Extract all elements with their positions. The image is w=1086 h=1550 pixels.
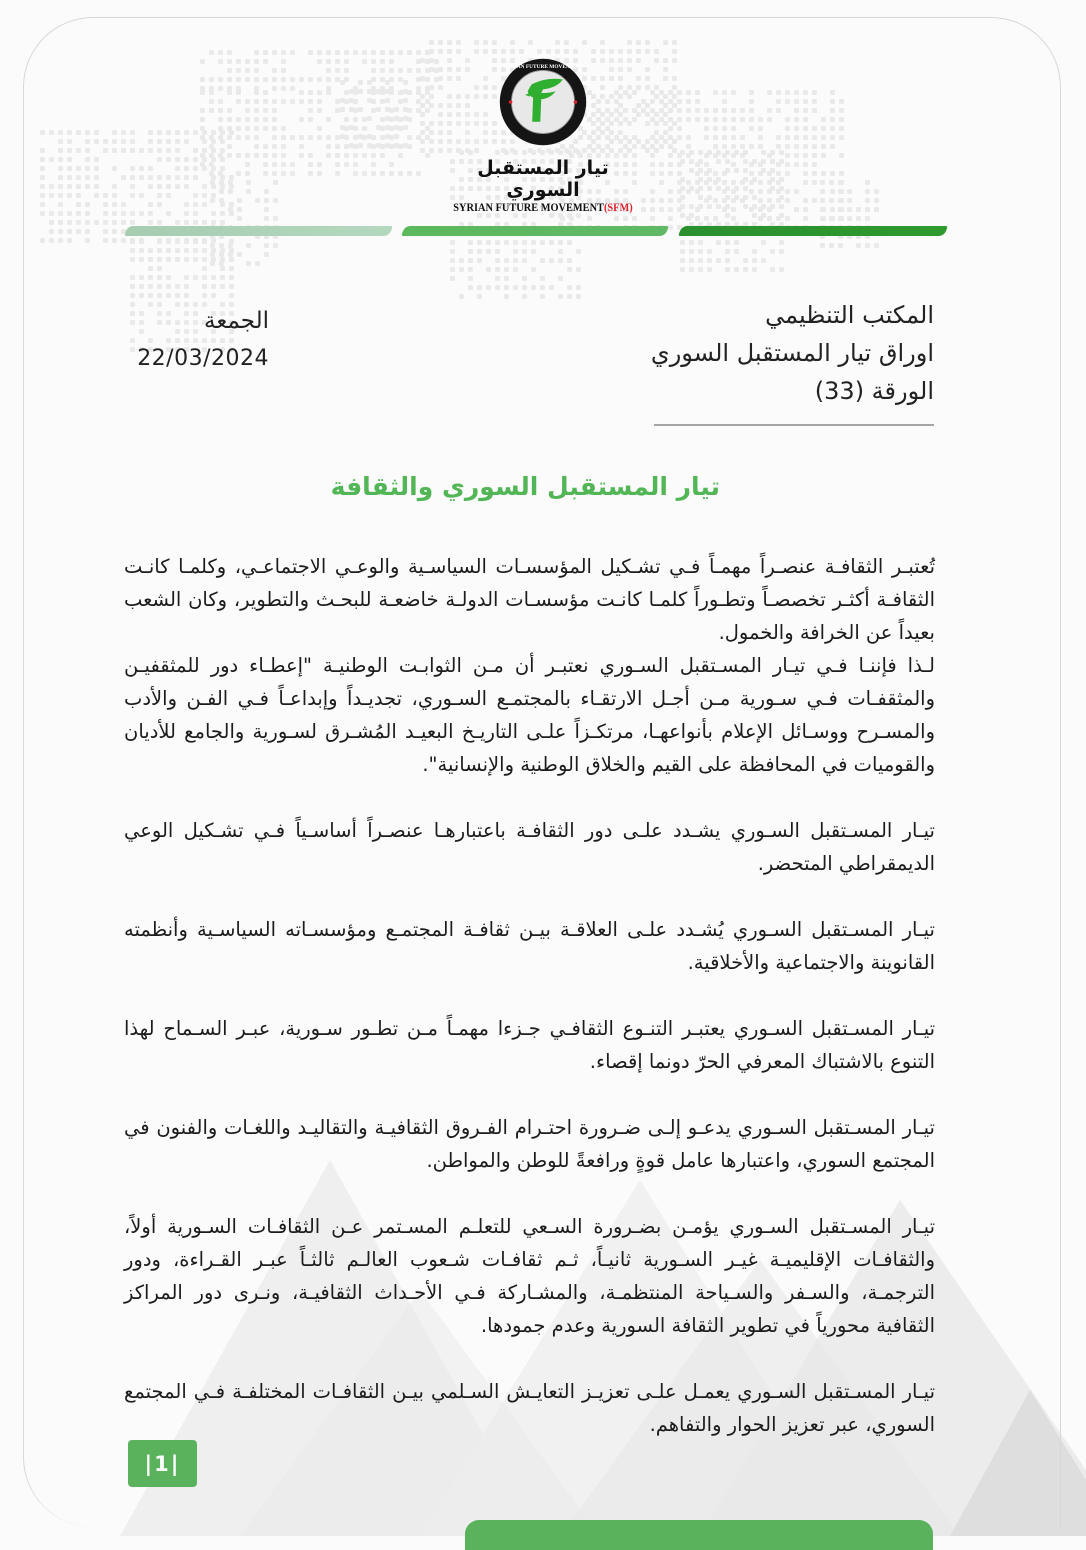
footer-bar: [465, 1520, 933, 1550]
paragraph: تُعتبـر الثقافـة عنصـراً مهمـاً فـي تشـكيل المؤسسـات السياسـية والوعـي الاجتماعـي، وكلمـا كانـت الثقافـة أكثـر تخصصـاً وتطـوراً كلمـا كانـت مؤسسـات الدولـة خاضعـة للبحـث والتطوير، وكان الشعب بعيداً عن الخرافة والخمول.: [124, 555, 935, 644]
divider-bar-dark: [678, 226, 948, 236]
date-block: [134, 302, 269, 378]
svg-text:SYRIAN FUTURE MOVEMENT: SYRIAN FUTURE MOVEMENT: [503, 63, 583, 70]
logo-name-english-text: SYRIAN FUTURE MOVEMENT: [453, 202, 604, 214]
divider-bar-light: [124, 226, 393, 236]
paragraph: تيـار المسـتقبل السـوري يُشـدد علـى العلاقـة بيـن ثقافـة المجتمـع ومؤسسـاته السياسـية وأنظمته القانوينة والاجتماعية والأخلاقية.: [124, 918, 935, 974]
logo-name-english: [453, 202, 633, 214]
publication-date: 22/03/2024: [137, 346, 269, 371]
paragraph: تيـار المسـتقبل السـوري يؤمـن بضـرورة السـعي للتعلـم المسـتمر عـن الثقافـات السـورية أولاً، والثقافـات الإقليميـة غيـر السـورية ثانيـاً، ثـم ثقافـات شـعوب العالـم ثالثـاً عبـر القـراءة، ودور الترجمـة، والسـفر والسـياحة المنتظمـة، والمشـاركة فـي الأحـداث الثقافيـة، ونـرى دور المراكز الثقافية محورياً في تطوير الثقافة السورية وعدم جمودها.: [124, 1215, 935, 1337]
header-divider-bars: [124, 226, 946, 236]
paragraph: لـذا فإننـا فـي تيـار المسـتقبل السـوري نعتبـر أن مـن الثوابـت الوطنيـة "إعطـاء دور للمثقفيـن والمثقفـات فـي سـورية مـن أجـل الارتقـاء بالمجتمـع السـوري، تجديـداً وإبداعـاً فـي الفـن والأدب والمسـرح ووسـائل الإعلام بأنواعهـا، مرتكـزاً علـى التاريـخ البعيـد المُشـرق لسـورية والجامع للأديان والقوميات في المحافظة على القيم والخلاق الوطنية والإنسانية".: [124, 654, 935, 776]
paragraph: تيـار المسـتقبل السـوري يعمـل علـى تعزيـز التعايـش السـلمي بيـن الثقافـات المختلفـة فـي المجتمع السوري، عبر تعزيز الحوار والتفاهم.: [124, 1380, 935, 1436]
document-title: تيار المستقبل السوري والثقافة: [330, 472, 720, 501]
divider-bar-medium: [401, 226, 669, 236]
logo-name-arabic: تيار المستقبل السوري: [477, 157, 609, 201]
page-number-badge: |1|: [128, 1440, 197, 1487]
paper-number: الورقة (33): [814, 377, 934, 405]
logo-abbreviation: (SFM): [603, 202, 633, 214]
office-name: المكتب التنظيمي: [765, 301, 934, 329]
series-name: اوراق تيار المستقبل السوري: [650, 339, 934, 367]
organization-logo: [443, 57, 643, 214]
header-underline: [654, 424, 934, 426]
document-body: [124, 550, 935, 1441]
document-header-info: [651, 296, 934, 410]
sfm-emblem-icon: [498, 57, 588, 147]
weekday: الجمعة: [204, 308, 269, 334]
paragraph: تيـار المسـتقبل السـوري يدعـو إلـى ضـرورة احتـرام الفـروق الثقافيـة والتقاليـد واللغـات والفنون في المجتمع السوري، واعتبارها عامل قوةٍ ورافعةً للوطن والمواطن.: [124, 1116, 935, 1172]
paragraph: تيـار المسـتقبل السـوري يشـدد علـى دور الثقافـة باعتبارهـا عنصـراً أساسـياً فـي تشـكيل الوعي الديمقراطي المتحضر.: [124, 819, 935, 875]
paragraph: تيـار المسـتقبل السـوري يعتبـر التنـوع الثقافـي جـزءا مهمـاً مـن تطـور سـورية، عبـر السـماح لهذا التنوع بالاشتباك المعرفي الحرّ دونما إقصاء.: [124, 1017, 935, 1073]
